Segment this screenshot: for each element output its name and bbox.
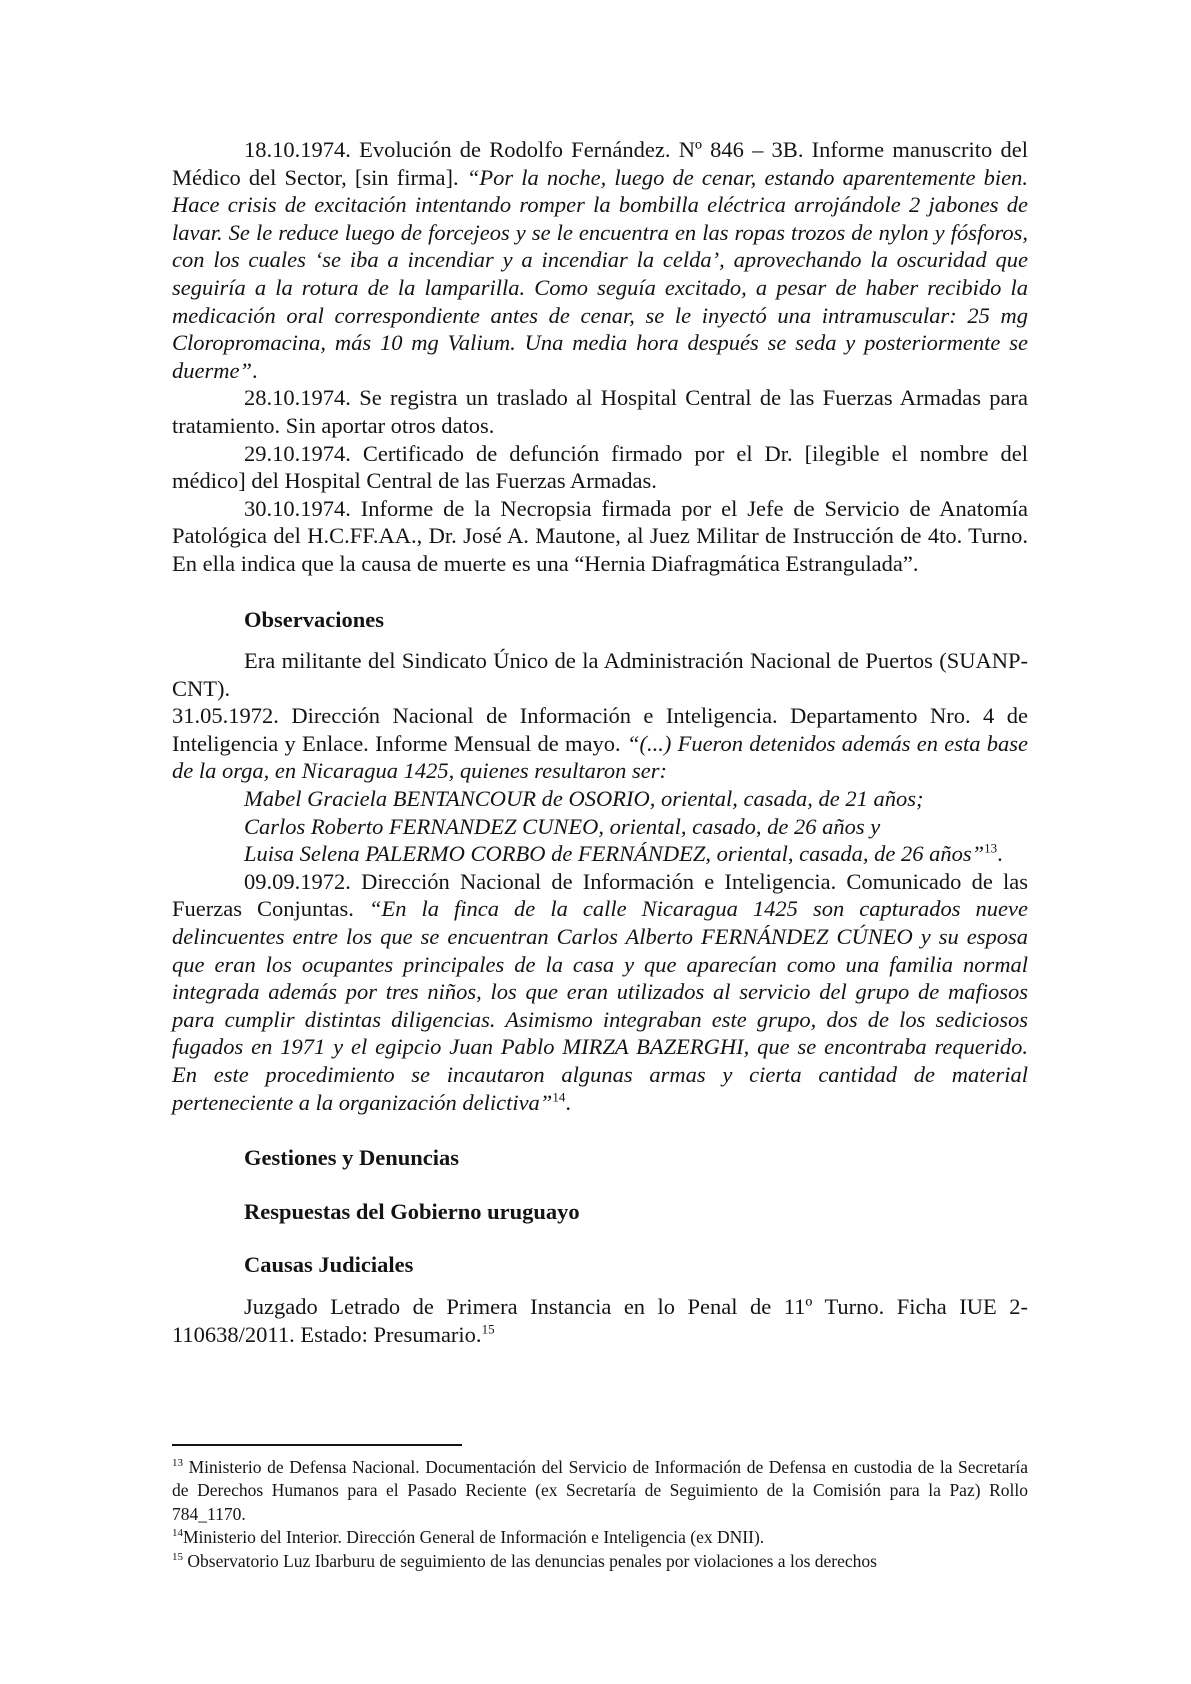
entry-text: Evolución de Rodolfo Fernández. Nº 846 – 3B. Informe manuscrito del Médico del Sector, [sin firma]. (172, 137, 1028, 190)
entry-28-10-1974 (172, 384, 1028, 439)
gestiones-heading: Gestiones y Denuncias (244, 1145, 460, 1171)
footnotes (172, 1456, 1028, 1573)
militante-paragraph: Era militante del Sindicato Único de la Administración Nacional de Puertos (SUANP- CNT). (172, 648, 1028, 701)
entry-text: Certificado de defunción firmado por el Dr. [ilegible el nombre del médico] del Hospital Central de las Fuerzas Armadas. (172, 440, 1028, 494)
footnote-ref[interactable]: 13 (984, 840, 998, 856)
comunicado-text: 09.09.1972. Dirección Nacional de Información e Inteligencia. Comunicado de las Fuerzas Conjuntas. (172, 868, 1028, 922)
causas-text: Juzgado Letrado de Primera Instancia en lo Penal de 11º Turno. Ficha IUE 2-110638/2011. Estado: Presumario. (172, 1293, 1028, 1347)
comunicado-paragraph: 09.09.1972. Dirección Nacional de Información e Inteligencia. Comunicado de las Fuerzas Conjuntas. “En la finca de la calle Nicaragua 1425 son capturados nueve delincuentes entre los que se encuentran Carlos Alberto FERNÁNDEZ CÚNEO y su esposa que eran los ocupantes principales de la casa y que aparecían como una familia normal integrada además por tres niños, los que eran utilizados al servicio del grupo de mafiosos para cumplir distintas diligencias. Asimismo integraban este grupo, dos de los sediciosos fugados en 1971 y el egipcio Juan Pablo MIRZA BAZERGHI, que se encontraba requerido. En este procedimiento se incautaron algunas armas y cierta cantidad de material perteneciente a la organización delictiva”$^{14}$. (172, 868, 1028, 1115)
footnote-text: Ministerio de Defensa Nacional. Documentación del Servicio de Información de Defensa en custodia de la Secretaría de Derechos Humanos para el Pasado Reciente (ex Secretaría de Seguimiento de la Comisión para la Paz) Rollo 784_1170. (172, 1457, 1028, 1524)
footnote-text: Observatorio Luz Ibarburu de seguimiento de las denuncias penales por violaciones a los derechos (183, 1550, 877, 1571)
footnote-separator (172, 1444, 462, 1446)
entry-date: 30.10.1974. (244, 495, 351, 521)
detenido-line: Carlos Roberto FERNANDEZ CUNEO, oriental, casado, de 26 años y (244, 813, 881, 839)
entry-text: Se registra un traslado al Hospital Central de las Fuerzas Armadas para tratamiento. Sin aportar otros datos. (172, 385, 1028, 438)
informe-mensual-paragraph (172, 702, 1028, 785)
detenido-line: Luisa Selena PALERMO CORBO de FERNÁNDEZ, oriental, casada, de 26 años”$^{13}$. (244, 840, 1003, 867)
footnote-13 (172, 1456, 1028, 1526)
entry-quote: “Por la noche, luego de cenar, estando aparentemente bien. Hace crisis de excitación intentando romper la bombilla eléctrica arrojándole 2 jabones de lavar. Se le reduce luego de forcejeos y se le encuentra en las ropas trozos de nylon y fósforos, con los cuales ‘se iba a incendiar y a incendiar la celda’, aprovechando la oscuridad que seguiría a la rotura de la lamparilla. Como seguía excitado, a pesar de haber recibido la medicación oral correspondiente antes de cenar, se le inyectó una intramuscular: 25 mg Cloropromacina, más 10 mg Valium. Una media hora después se seda y posteriormente se duerme” (172, 164, 1028, 383)
informe-text: 31.05.1972. Dirección Nacional de Información e Inteligencia. Departamento Nro. 4 de Inteligencia y Enlace. Informe Mensual de mayo. (172, 703, 1028, 756)
entry-date: 18.10.1974. (244, 137, 351, 162)
entry-18-10-1974 (172, 136, 1028, 384)
footnote-number: 15 (172, 1550, 183, 1563)
footnote-ref[interactable]: 15 (481, 1321, 495, 1337)
comunicado-quote: “En la finca de la calle Nicaragua 1425 son capturados nueve delincuentes entre los que se encuentran Carlos Alberto FERNÁNDEZ CÚNEO y su esposa que eran los ocupantes principales de la casa y que aparecían como una familia normal integrada además por tres niños, los que eran utilizados al servicio del grupo de mafiosos para cumplir distintas diligencias. Asimismo integraban este grupo, dos de los sediciosos fugados en 1971 y el egipcio Juan Pablo MIRZA BAZERGHI, que se encontraba requerido. En este procedimiento se incautaron algunas armas y cierta cantidad de material perteneciente a la organización delictiva” (172, 896, 1028, 1115)
causas-paragraph (172, 1293, 1028, 1348)
causas-heading: Causas Judiciales (244, 1252, 414, 1278)
footnote-number: 13 (172, 1457, 183, 1470)
detenido-line: Mabel Graciela BENTANCOUR de OSORIO, oriental, casada, de 21 años; (244, 786, 924, 812)
footnote-15 (172, 1550, 1028, 1573)
entry-date: 29.10.1974. (244, 440, 351, 466)
entry-30-10-1974 (172, 495, 1028, 578)
respuestas-heading: Respuestas del Gobierno uruguayo (244, 1198, 580, 1224)
observaciones-heading: Observaciones (244, 606, 384, 632)
footnote-ref[interactable]: 14 (552, 1089, 566, 1105)
entry-tail: . (252, 357, 258, 383)
footnote-text: Ministerio del Interior. Dirección General de Información e Inteligencia (ex DNII). (183, 1527, 765, 1548)
entry-text: Informe de la Necropsia firmada por el Jefe de Servicio de Anatomía Patológica del H.C.FF.AA., Dr. José A. Mautone, al Juez Militar de Instrucción de 4to. Turno. En ella indica que la causa de muerte es una “Hernia Diafragmática Estrangulada”. (172, 495, 1028, 576)
entry-29-10-1974 (172, 440, 1028, 495)
informe-quote: “(...) Fueron detenidos además en esta base de la orga, en Nicaragua 1425, quienes resultaron ser: (172, 730, 1028, 784)
footnote-number: 14 (172, 1527, 183, 1540)
footnote-14 (172, 1526, 1028, 1549)
entry-date: 28.10.1974. (244, 385, 351, 411)
document-body (172, 136, 1028, 1348)
